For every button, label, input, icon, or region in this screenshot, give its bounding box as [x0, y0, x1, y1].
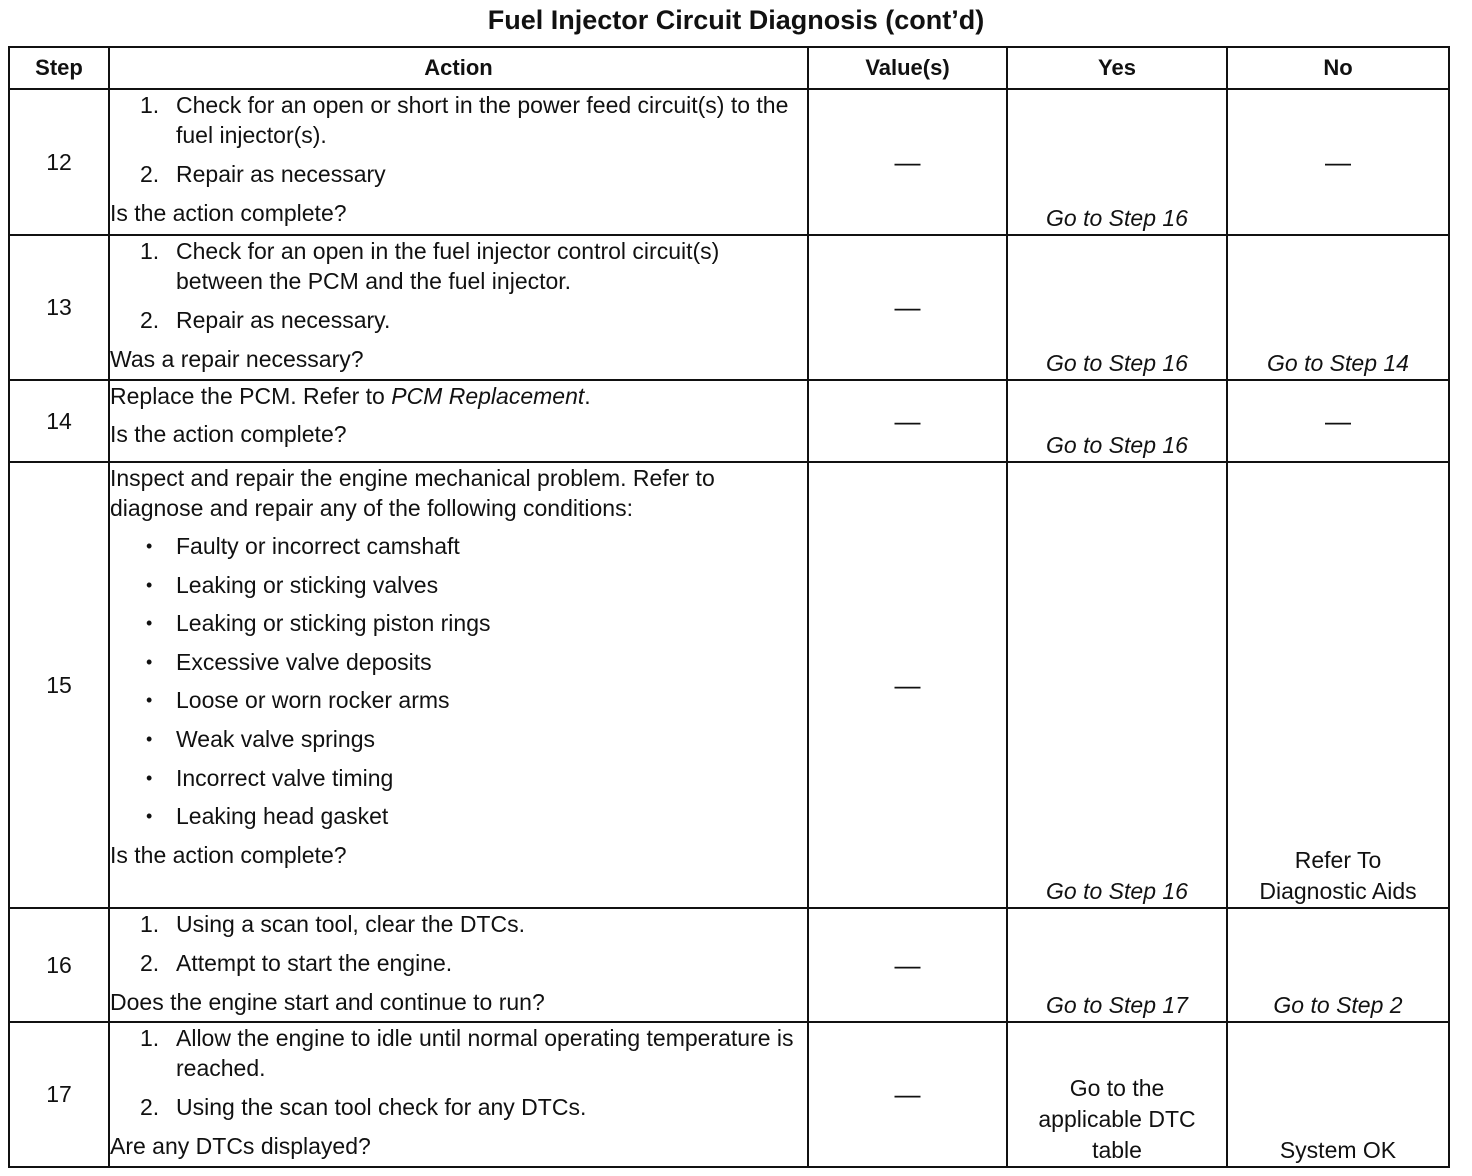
- intro-text: Replace the PCM. Refer to: [110, 383, 392, 409]
- action-item: [110, 236, 807, 296]
- action-item: [110, 1023, 807, 1083]
- item-text: Allow the engine to idle until normal operating temperature is reached.: [176, 1025, 794, 1081]
- bullet-glyph: •: [146, 728, 153, 749]
- condition-text: Leaking head gasket: [176, 803, 389, 830]
- condition-text: Incorrect valve timing: [176, 764, 394, 791]
- page-title: Fuel Injector Circuit Diagnosis (cont’d): [487, 5, 985, 35]
- item-text: Using the scan tool check for any DTCs.: [176, 1094, 587, 1120]
- condition-text: Leaking or sticking valves: [176, 571, 439, 598]
- action-cell: [109, 89, 808, 235]
- header-step: Step: [9, 47, 109, 89]
- condition-item: [110, 570, 807, 600]
- header-no: No: [1227, 47, 1449, 89]
- no-cell-text: Refer To Diagnostic Aids: [1259, 847, 1417, 904]
- step-number: 17: [9, 1022, 109, 1167]
- value-cell: —: [808, 908, 1007, 1022]
- header-yes: Yes: [1007, 47, 1227, 89]
- step-number: 16: [9, 908, 109, 1022]
- yes-cell: Go to Step 16: [1007, 462, 1227, 908]
- item-number: 2.: [140, 307, 160, 333]
- action-item: [110, 305, 807, 335]
- item-text: Attempt to start the engine.: [176, 950, 453, 976]
- action-cell: [109, 235, 808, 380]
- action-question: Is the action complete?: [110, 841, 347, 868]
- action-cell: [109, 380, 808, 462]
- step-number: 12: [9, 89, 109, 235]
- step-number: 15: [9, 462, 109, 908]
- yes-cell: [1007, 1022, 1227, 1167]
- no-cell: —: [1227, 380, 1449, 462]
- intro-suffix: .: [584, 383, 591, 409]
- value-cell: —: [808, 462, 1007, 908]
- item-number: 2.: [140, 1094, 160, 1120]
- no-cell: —: [1227, 89, 1449, 235]
- item-number: 2.: [140, 161, 160, 187]
- item-text: Check for an open in the fuel injector control circuit(s) between the PCM and the fuel injector.: [176, 238, 720, 294]
- table-row-step-14: [9, 380, 1449, 462]
- value-cell: —: [808, 1022, 1007, 1167]
- bullet-glyph: •: [146, 690, 153, 711]
- action-item: [110, 1092, 807, 1122]
- item-text: Using a scan tool, clear the DTCs.: [176, 911, 525, 937]
- yes-cell: Go to Step 16: [1007, 89, 1227, 235]
- condition-item: [110, 724, 807, 754]
- bullet-glyph: •: [146, 767, 153, 788]
- table-row-step-13: [9, 235, 1449, 380]
- action-question: Was a repair necessary?: [110, 346, 364, 372]
- action-question: Is the action complete?: [110, 421, 347, 447]
- reference-link[interactable]: PCM Replacement: [391, 383, 585, 409]
- condition-text: Excessive valve deposits: [176, 648, 432, 675]
- item-number: 1.: [140, 1025, 160, 1051]
- condition-text: Leaking or sticking piston rings: [176, 610, 491, 637]
- condition-item: [110, 608, 807, 638]
- no-cell: [1227, 462, 1449, 908]
- bullet-glyph: •: [146, 806, 153, 827]
- yes-cell: Go to Step 16: [1007, 235, 1227, 380]
- diagnosis-table: [8, 46, 1450, 1168]
- item-number: 1.: [140, 911, 160, 937]
- action-question: Is the action complete?: [110, 200, 347, 226]
- table-row-step-16: [9, 908, 1449, 1022]
- action-cell: [109, 462, 808, 908]
- action-item: [110, 159, 807, 189]
- condition-text: Faulty or incorrect camshaft: [176, 533, 460, 559]
- bullet-glyph: •: [146, 651, 153, 672]
- action-item: [110, 909, 807, 939]
- no-cell: Go to Step 14: [1227, 235, 1449, 380]
- step-number: 13: [9, 235, 109, 380]
- action-question: Are any DTCs displayed?: [110, 1133, 371, 1159]
- step-number: 14: [9, 380, 109, 462]
- value-cell: —: [808, 380, 1007, 462]
- bullet-glyph: •: [146, 613, 153, 634]
- condition-item: [110, 685, 807, 715]
- no-cell: System OK: [1227, 1022, 1449, 1167]
- condition-item: [110, 531, 807, 561]
- table-row-step-17: [9, 1022, 1449, 1167]
- item-text: Check for an open or short in the power feed circuit(s) to the fuel injector(s).: [176, 92, 789, 148]
- yes-cell: Go to Step 16: [1007, 380, 1227, 462]
- action-cell: [109, 1022, 808, 1167]
- action-intro: Inspect and repair the engine mechanical problem. Refer to diagnose and repair any of the following conditions:: [110, 465, 715, 521]
- header-action: Action: [109, 47, 808, 89]
- bullet-glyph: •: [146, 574, 153, 595]
- header-row: [9, 47, 1449, 89]
- value-cell: —: [808, 235, 1007, 380]
- no-cell: Go to Step 2: [1227, 908, 1449, 1022]
- item-number: 1.: [140, 238, 160, 264]
- item-text: Repair as necessary.: [176, 307, 391, 333]
- condition-item: [110, 801, 807, 831]
- condition-item: [110, 763, 807, 793]
- action-question: Does the engine start and continue to run?: [110, 989, 545, 1015]
- item-text: Repair as necessary: [176, 161, 386, 187]
- table-row-step-15: [9, 462, 1449, 908]
- table-row-step-12: [9, 89, 1449, 235]
- action-item: [110, 948, 807, 978]
- yes-cell: Go to Step 17: [1007, 908, 1227, 1022]
- bullet-glyph: •: [146, 536, 153, 556]
- action-item: [110, 90, 807, 150]
- condition-list: [110, 531, 807, 831]
- action-intro: [110, 381, 807, 411]
- condition-text: Weak valve springs: [176, 725, 375, 752]
- value-cell: —: [808, 89, 1007, 235]
- item-number: 2.: [140, 950, 160, 976]
- condition-text: Loose or worn rocker arms: [176, 687, 450, 714]
- item-number: 1.: [140, 92, 160, 118]
- yes-cell-text: Go to the applicable DTC table: [1038, 1075, 1196, 1163]
- action-cell: [109, 908, 808, 1022]
- header-values: Value(s): [808, 47, 1007, 89]
- condition-item: [110, 647, 807, 677]
